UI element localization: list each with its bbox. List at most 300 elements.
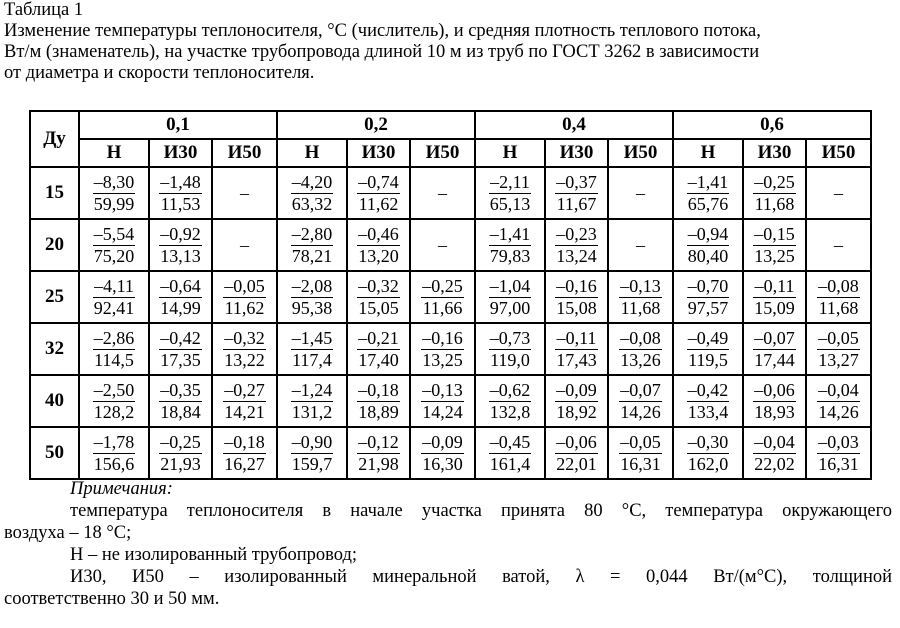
note-item: И30, И50 – изолированный минеральной ватой, λ = 0,044 Вт/(м°С), толщиной [70, 567, 892, 587]
fraction [555, 172, 598, 215]
cell-numerator: –0,11 [556, 327, 597, 348]
cell-denominator: 75,20 [93, 245, 135, 266]
cell-denominator: 14,24 [422, 401, 463, 422]
cell-numerator: –0,08 [620, 327, 661, 348]
cell-denominator: 132,8 [489, 401, 531, 422]
cell-denominator: 156,6 [93, 453, 135, 474]
table-cell [608, 323, 673, 375]
table-cell [608, 427, 673, 479]
header-insulation: Н [277, 139, 347, 167]
table-cell [475, 375, 545, 427]
table-cell [149, 375, 212, 427]
table-cell [608, 219, 673, 271]
cell-denominator: 14,99 [160, 297, 201, 318]
table-cell [545, 167, 608, 219]
cell-denominator: 16,31 [818, 453, 859, 474]
cell-numerator: –1,45 [291, 327, 333, 348]
table-cell [79, 271, 149, 323]
table-cell [673, 323, 743, 375]
cell-denominator: 159,7 [291, 453, 333, 474]
fraction [489, 328, 532, 371]
table-cell [806, 219, 871, 271]
cell-numerator: –0,09 [422, 431, 463, 452]
table-row [30, 167, 871, 219]
fraction [291, 224, 334, 267]
cell-denominator: 13,22 [224, 349, 265, 370]
cell-numerator: –2,08 [291, 275, 333, 296]
fraction [687, 432, 730, 475]
cell-denominator: 13,13 [160, 245, 201, 266]
table-cell [277, 271, 347, 323]
cell-numerator: –2,80 [291, 223, 333, 244]
cell-denominator: 80,40 [687, 245, 729, 266]
header-row-insulation [30, 139, 871, 167]
fraction [753, 380, 796, 423]
cell-numerator: –5,54 [93, 223, 135, 244]
note-item: температура теплоносителя в начале участка принята 80 °С, температура окружающего [70, 501, 892, 521]
cell-numerator: –2,11 [490, 171, 530, 192]
fraction [619, 380, 662, 423]
table-cell [277, 323, 347, 375]
table-cell [608, 167, 673, 219]
fraction [753, 172, 796, 215]
cell-denominator: 78,21 [291, 245, 333, 266]
row-du: 40 [30, 375, 79, 427]
fraction [421, 432, 464, 475]
cell-numerator: –0,23 [556, 223, 597, 244]
table-cell [475, 271, 545, 323]
caption-line: Вт/м (знаменатель), на участке трубопровода длиной 10 м из труб по ГОСТ 3262 в зависимости [4, 42, 760, 62]
fraction [619, 328, 662, 371]
table-cell [673, 271, 743, 323]
table-cell [545, 219, 608, 271]
table-cell [410, 219, 475, 271]
fraction [93, 432, 136, 475]
fraction [687, 328, 730, 371]
cell-denominator: 18,89 [358, 401, 399, 422]
fraction [93, 224, 136, 267]
fraction [159, 380, 202, 423]
cell-numerator: –0,05 [224, 275, 265, 296]
table-cell [277, 219, 347, 271]
fraction [357, 328, 400, 371]
cell-empty-dash: – [834, 182, 843, 203]
cell-denominator: 97,57 [687, 297, 729, 318]
table-cell [608, 375, 673, 427]
fraction [687, 276, 730, 319]
cell-numerator: –8,30 [93, 171, 135, 192]
cell-denominator: 22,01 [556, 453, 597, 474]
cell-denominator: 162,0 [687, 453, 729, 474]
cell-denominator: 119,5 [688, 349, 728, 370]
fraction [93, 172, 136, 215]
cell-empty-dash: – [636, 234, 645, 255]
fraction [159, 432, 202, 475]
cell-denominator: 17,43 [556, 349, 597, 370]
cell-denominator: 117,4 [292, 349, 332, 370]
fraction [291, 432, 334, 475]
cell-numerator: –0,07 [620, 379, 661, 400]
table-cell [475, 323, 545, 375]
cell-numerator: –0,73 [489, 327, 531, 348]
fraction [687, 380, 730, 423]
fraction [159, 328, 202, 371]
cell-numerator: –2,50 [93, 379, 135, 400]
header-insulation: И30 [743, 139, 806, 167]
table-cell [806, 323, 871, 375]
cell-denominator: 18,93 [754, 401, 795, 422]
cell-empty-dash: – [438, 182, 447, 203]
cell-denominator: 17,35 [160, 349, 201, 370]
fraction [223, 432, 266, 475]
fraction [291, 328, 334, 371]
header-insulation: Н [673, 139, 743, 167]
header-insulation: И30 [545, 139, 608, 167]
fraction [753, 224, 796, 267]
table-cell [410, 375, 475, 427]
table-cell [410, 167, 475, 219]
cell-numerator: –1,41 [489, 223, 531, 244]
cell-denominator: 16,30 [422, 453, 463, 474]
cell-numerator: –0,16 [556, 275, 597, 296]
table-cell [673, 219, 743, 271]
cell-numerator: –0,12 [358, 431, 399, 452]
cell-numerator: –1,78 [93, 431, 135, 452]
row-du: 20 [30, 219, 79, 271]
fraction [223, 276, 266, 319]
table-cell [347, 167, 410, 219]
cell-numerator: –0,15 [754, 223, 795, 244]
table-cell [673, 375, 743, 427]
table-cell [277, 375, 347, 427]
table-cell [212, 167, 277, 219]
cell-numerator: –0,74 [358, 171, 399, 192]
table-cell [149, 219, 212, 271]
cell-numerator: –0,07 [754, 327, 795, 348]
table-cell [545, 323, 608, 375]
note-item-continuation: соответственно 30 и 50 мм. [4, 589, 220, 609]
table-cell [79, 427, 149, 479]
fraction [619, 432, 662, 475]
fraction [223, 380, 266, 423]
cell-numerator: –0,05 [818, 327, 859, 348]
fraction [555, 432, 598, 475]
fraction [555, 328, 598, 371]
fraction [291, 380, 334, 423]
fraction [357, 276, 400, 319]
cell-denominator: 18,84 [160, 401, 201, 422]
cell-denominator: 79,83 [489, 245, 531, 266]
cell-denominator: 18,92 [556, 401, 597, 422]
table-row [30, 219, 871, 271]
cell-denominator: 13,27 [818, 349, 859, 370]
cell-denominator: 11,68 [818, 297, 859, 318]
table-cell [545, 271, 608, 323]
header-row-speeds [30, 111, 871, 139]
fraction [817, 380, 860, 423]
cell-numerator: –4,20 [291, 171, 333, 192]
table-cell [347, 375, 410, 427]
notes-title: Примечания: [70, 479, 173, 499]
fraction [687, 224, 730, 267]
cell-denominator: 65,76 [687, 193, 729, 214]
fraction [555, 224, 598, 267]
header-speed: 0,2 [277, 111, 475, 139]
table-cell [806, 167, 871, 219]
cell-numerator: –0,94 [687, 223, 729, 244]
table-cell [806, 271, 871, 323]
cell-numerator: –0,25 [754, 171, 795, 192]
table-cell [475, 427, 545, 479]
cell-numerator: –0,18 [224, 431, 265, 452]
fraction [489, 224, 532, 267]
fraction [753, 276, 796, 319]
cell-empty-dash: – [834, 234, 843, 255]
header-speed: 0,4 [475, 111, 673, 139]
header-insulation: И30 [149, 139, 212, 167]
cell-empty-dash: – [636, 182, 645, 203]
table-label: Таблица 1 [4, 0, 84, 20]
table-row [30, 323, 871, 375]
fraction [421, 276, 464, 319]
cell-numerator: –0,04 [754, 431, 795, 452]
cell-denominator: 11,62 [358, 193, 399, 214]
data-table [29, 110, 872, 480]
cell-denominator: 97,00 [489, 297, 531, 318]
cell-empty-dash: – [240, 182, 249, 203]
fraction [291, 276, 334, 319]
cell-numerator: –0,06 [754, 379, 795, 400]
table-row [30, 427, 871, 479]
table-cell [212, 323, 277, 375]
table-cell [79, 167, 149, 219]
table-caption [4, 0, 896, 84]
cell-denominator: 21,98 [358, 453, 399, 474]
cell-numerator: –1,48 [160, 171, 201, 192]
cell-numerator: –0,27 [224, 379, 265, 400]
cell-numerator: –0,32 [358, 275, 399, 296]
note-item-continuation: воздуха – 18 °С; [4, 523, 132, 543]
table-row [30, 271, 871, 323]
table-cell [79, 219, 149, 271]
cell-numerator: –0,42 [687, 379, 729, 400]
header-insulation: И50 [212, 139, 277, 167]
cell-denominator: 119,0 [490, 349, 530, 370]
fraction [421, 328, 464, 371]
cell-numerator: –0,92 [160, 223, 201, 244]
table-cell [673, 167, 743, 219]
cell-denominator: 65,13 [489, 193, 531, 214]
cell-denominator: 22,02 [754, 453, 795, 474]
cell-numerator: –0,90 [291, 431, 333, 452]
table-cell [212, 375, 277, 427]
table-cell [212, 219, 277, 271]
cell-denominator: 17,40 [358, 349, 399, 370]
cell-denominator: 92,41 [93, 297, 135, 318]
cell-numerator: –0,08 [818, 275, 859, 296]
fraction [817, 432, 860, 475]
cell-numerator: –0,64 [160, 275, 201, 296]
table-cell [149, 427, 212, 479]
header-insulation: И50 [806, 139, 871, 167]
table-cell [347, 219, 410, 271]
cell-numerator: –0,09 [556, 379, 597, 400]
header-speed: 0,6 [673, 111, 871, 139]
fraction [159, 172, 202, 215]
fraction [817, 276, 860, 319]
cell-denominator: 131,2 [291, 401, 333, 422]
table-cell [410, 427, 475, 479]
cell-numerator: –0,04 [818, 379, 859, 400]
cell-numerator: –0,06 [556, 431, 597, 452]
table-cell [545, 427, 608, 479]
cell-empty-dash: – [438, 234, 447, 255]
fraction [357, 380, 400, 423]
cell-numerator: –0,13 [620, 275, 661, 296]
cell-numerator: –0,25 [422, 275, 463, 296]
cell-denominator: 11,53 [160, 193, 201, 214]
fraction [555, 380, 598, 423]
cell-denominator: 14,21 [224, 401, 265, 422]
cell-numerator: –0,30 [687, 431, 729, 452]
cell-numerator: –0,70 [687, 275, 729, 296]
table-cell [673, 427, 743, 479]
table-cell [149, 323, 212, 375]
cell-numerator: –0,37 [556, 171, 597, 192]
cell-denominator: 13,24 [556, 245, 597, 266]
fraction [687, 172, 730, 215]
cell-denominator: 17,44 [754, 349, 795, 370]
cell-denominator: 128,2 [93, 401, 135, 422]
row-du: 15 [30, 167, 79, 219]
cell-numerator: –1,41 [687, 171, 729, 192]
cell-denominator: 15,05 [358, 297, 399, 318]
cell-numerator: –1,04 [489, 275, 531, 296]
table-cell [743, 323, 806, 375]
fraction [421, 380, 464, 423]
cell-numerator: –4,11 [94, 275, 134, 296]
table-cell [743, 375, 806, 427]
table-cell [277, 427, 347, 479]
cell-denominator: 11,68 [754, 193, 795, 214]
table-cell [743, 219, 806, 271]
cell-numerator: –2,86 [93, 327, 135, 348]
table-cell [806, 427, 871, 479]
cell-numerator: –0,46 [358, 223, 399, 244]
cell-numerator: –1,24 [291, 379, 333, 400]
cell-denominator: 63,32 [291, 193, 333, 214]
cell-denominator: 59,99 [93, 193, 135, 214]
table-cell [545, 375, 608, 427]
cell-numerator: –0,62 [489, 379, 531, 400]
fraction [489, 276, 532, 319]
cell-numerator: –0,13 [422, 379, 463, 400]
cell-numerator: –0,45 [489, 431, 531, 452]
table-cell [212, 427, 277, 479]
table-cell [347, 427, 410, 479]
cell-denominator: 11,66 [422, 297, 463, 318]
cell-numerator: –0,16 [422, 327, 463, 348]
table-cell [347, 323, 410, 375]
header-insulation: И30 [347, 139, 410, 167]
fraction [753, 328, 796, 371]
cell-denominator: 21,93 [160, 453, 201, 474]
cell-denominator: 16,31 [620, 453, 661, 474]
header-insulation: Н [475, 139, 545, 167]
cell-denominator: 15,08 [556, 297, 597, 318]
cell-numerator: –0,05 [620, 431, 661, 452]
table-cell [743, 271, 806, 323]
cell-numerator: –0,42 [160, 327, 201, 348]
caption-line: Изменение температуры теплоносителя, °С (числитель), и средняя плотность теплового потока, [4, 21, 761, 41]
fraction [223, 328, 266, 371]
fraction [357, 224, 400, 267]
cell-numerator: –0,32 [224, 327, 265, 348]
cell-numerator: –0,21 [358, 327, 399, 348]
cell-denominator: 13,20 [358, 245, 399, 266]
fraction [489, 380, 532, 423]
cell-numerator: –0,11 [754, 275, 795, 296]
table-cell [347, 271, 410, 323]
fraction [489, 172, 532, 215]
row-du: 25 [30, 271, 79, 323]
fraction [93, 328, 136, 371]
row-du: 50 [30, 427, 79, 479]
fraction [93, 380, 136, 423]
table-row [30, 375, 871, 427]
cell-denominator: 14,26 [620, 401, 661, 422]
fraction [357, 172, 400, 215]
note-item: Н – не изолированный трубопровод; [70, 545, 358, 565]
table-cell [475, 167, 545, 219]
table-cell [475, 219, 545, 271]
cell-denominator: 13,25 [754, 245, 795, 266]
table-cell [212, 271, 277, 323]
header-speed: 0,1 [79, 111, 277, 139]
fraction [817, 328, 860, 371]
cell-numerator: –0,35 [160, 379, 201, 400]
header-insulation: И50 [410, 139, 475, 167]
cell-denominator: 11,68 [620, 297, 661, 318]
header-du: Ду [30, 111, 79, 167]
cell-denominator: 133,4 [687, 401, 729, 422]
cell-denominator: 13,26 [620, 349, 661, 370]
table-cell [79, 323, 149, 375]
cell-denominator: 95,38 [291, 297, 333, 318]
notes [4, 478, 892, 610]
fraction [93, 276, 136, 319]
fraction [291, 172, 334, 215]
fraction [159, 224, 202, 267]
table-cell [806, 375, 871, 427]
cell-denominator: 13,25 [422, 349, 463, 370]
cell-denominator: 161,4 [489, 453, 531, 474]
cell-denominator: 11,67 [556, 193, 597, 214]
table-cell [149, 167, 212, 219]
header-insulation: И50 [608, 139, 673, 167]
cell-denominator: 16,27 [224, 453, 265, 474]
cell-numerator: –0,49 [687, 327, 729, 348]
fraction [555, 276, 598, 319]
caption-line: от диаметра и скорости теплоносителя. [4, 63, 315, 83]
cell-denominator: 15,09 [754, 297, 795, 318]
header-insulation: Н [79, 139, 149, 167]
fraction [489, 432, 532, 475]
fraction [619, 276, 662, 319]
table-cell [277, 167, 347, 219]
cell-denominator: 114,5 [94, 349, 134, 370]
row-du: 32 [30, 323, 79, 375]
